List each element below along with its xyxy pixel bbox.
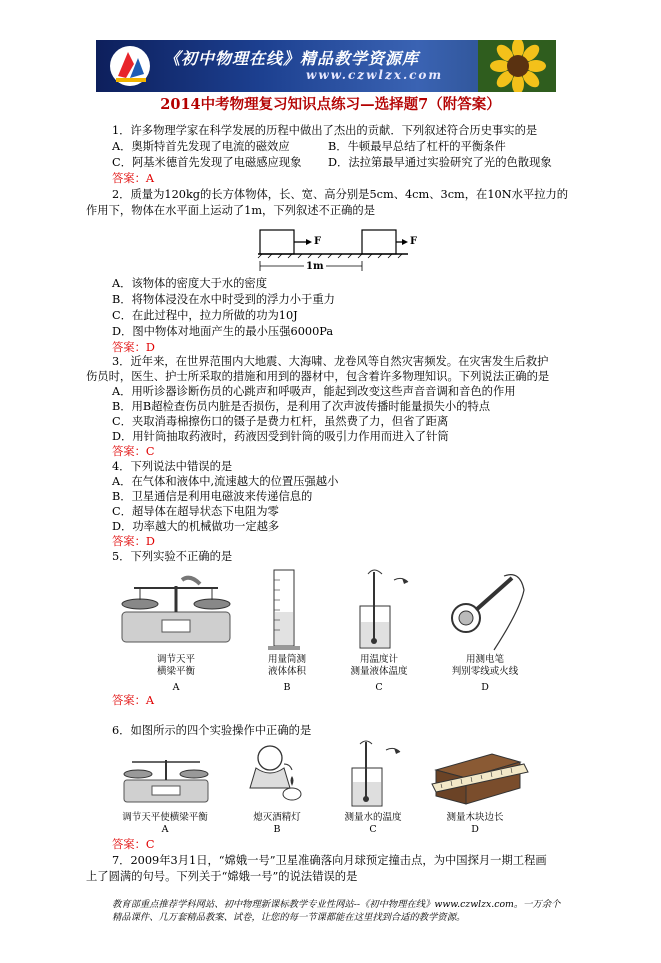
footer-line-2: 精品课件、几万套精品教案、试卷，让您的每一节课都能在这里找到合适的教学资源。 [112, 912, 466, 923]
q6-label-c: C [369, 824, 377, 835]
q1-option-b: B．牛顿最早总结了杠杆的平衡条件 [328, 140, 506, 153]
q5-label-c: C [375, 682, 383, 693]
q6-stem: 6．如图所示的四个实验操作中正确的是 [112, 724, 312, 737]
q1-stem: 1．许多物理学家在科学发展的历程中做出了杰出的贡献．下列叙述符合历史事实的是 [112, 124, 538, 137]
q1-option-d: D．法拉第最早通过实验研究了光的色散现象 [328, 156, 552, 169]
document-title: 2014中考物理复习知识点练习—选择题7（附答案） [160, 96, 501, 113]
banner-url: www.czwlzx.com [306, 68, 444, 82]
q5-caption-d-line2: 判别零线或火线 [451, 666, 519, 677]
sunflower-image [478, 40, 556, 92]
q6-caption-b: 熄灭酒精灯 [253, 812, 301, 823]
q5-caption-a-line1: 调节天平 [156, 654, 195, 665]
q2-force-label-1: F [314, 236, 322, 247]
q4-option-d: D．功率越大的机械做功一定越多 [112, 520, 280, 533]
q2-option-c: C．在此过程中，拉力所做的功为10J [112, 309, 298, 322]
q4-answer: 答案：D [112, 535, 155, 548]
q6-label-b: B [273, 824, 281, 835]
q5-figure-test-pencil [448, 566, 528, 652]
q5-caption-c-line1: 用温度计 [359, 654, 398, 665]
footer-line-1: 教育部重点推荐学科网站、初中物理新课标教学专业性网站--《初中物理在线》www.czwlzx.com。一万余个 [112, 899, 561, 910]
q6-caption-a: 调节天平使横梁平衡 [122, 812, 208, 823]
q4-option-b: B．卫星通信是利用电磁波来传递信息的 [112, 490, 313, 503]
banner-title: 《初中物理在线》精品教学资源库 [164, 49, 420, 68]
q4-option-a: A．在气体和液体中,流速越大的位置压强越小 [112, 475, 339, 488]
q2-option-a: A．该物体的密度大于水的密度 [112, 277, 268, 290]
q5-figure-graduated-cylinder [262, 566, 312, 652]
q2-figure-block-diagram [258, 228, 408, 274]
q6-answer: 答案：C [112, 838, 155, 851]
q6-figure-alcohol-lamp [246, 740, 306, 806]
q5-caption-b-line2: 液体体积 [267, 666, 306, 677]
site-banner [96, 40, 556, 92]
q2-option-d: D．图中物体对地面产生的最小压强6000Pa [112, 325, 334, 338]
q3-option-a: A．用听诊器诊断伤员的心跳声和呼吸声，能起到改变这些声音音调和音色的作用 [112, 385, 516, 398]
q5-stem: 5．下列实验不正确的是 [112, 550, 233, 563]
site-logo-icon [108, 44, 152, 88]
page-footer [112, 898, 582, 924]
q2-option-b: B．将物体浸没在水中时受到的浮力小于重力 [112, 293, 335, 306]
q6-caption-c: 测量水的温度 [344, 812, 402, 823]
q2-force-label-2: F [410, 236, 418, 247]
q6-label-d: D [471, 824, 479, 835]
q1-option-a: A．奥斯特首先发现了电流的磁效应 [112, 140, 290, 153]
q2-answer: 答案：D [112, 341, 155, 354]
q4-stem: 4．下列说法中错误的是 [112, 460, 233, 473]
q6-figure-ruler-block [426, 748, 530, 810]
q4-option-c: C．超导体在超导状态下电阻为零 [112, 505, 279, 518]
q3-option-b: B．用B超检查伤员内脏是否损伤，是利用了次声波传播时能量损失小的特点 [112, 400, 491, 413]
q2-stem-line1: 2．质量为120kg的长方体物体，长、宽、高分别是5cm、4cm、3cm，在10N水平拉力的 [112, 188, 569, 201]
q6-label-a: A [161, 824, 169, 835]
q3-option-c: C．夹取消毒棉擦伤口的镊子是费力杠杆，虽然费了力，但省了距离 [112, 415, 449, 428]
q7-stem-line1: 7．2009年3月1日，“嫦娥一号”卫星准确落向月球预定撞击点，为中国探月一期工程画 [112, 854, 547, 867]
q3-option-d: D．用针筒抽取药液时，药液因受到针筒的吸引力作用而进入了针筒 [112, 430, 449, 443]
q5-figure-balance [112, 574, 240, 650]
q3-stem-line2: 伤员时，医生、护士所采取的措施和用到的器材中，包含着许多物理知识。下列说法正确的是 [86, 370, 550, 383]
q5-caption-c-line2: 测量液体温度 [350, 666, 408, 677]
q2-distance-label: 1m [306, 261, 324, 272]
q5-label-b: B [283, 682, 291, 693]
q1-answer: 答案：A [112, 172, 155, 185]
q5-label-d: D [481, 682, 489, 693]
q3-stem-line1: 3．近年来，在世界范围内大地震、大海啸、龙卷风等自然灾害频发。在灾害发生后救护 [112, 355, 549, 368]
q5-answer: 答案：A [112, 694, 155, 707]
q5-figure-thermometer [344, 566, 414, 652]
q6-figure-thermometer [336, 738, 406, 810]
q5-caption-d-line1: 用测电笔 [465, 654, 504, 665]
q5-label-a: A [172, 682, 180, 693]
q3-answer: 答案：C [112, 445, 155, 458]
q5-caption-b-line1: 用量筒测 [267, 654, 306, 665]
q6-caption-d: 测量木块边长 [446, 812, 504, 823]
q7-stem-line2: 上了圆满的句号。下列关于“嫦娥一号”的说法错误的是 [86, 870, 358, 883]
q5-caption-a-line2: 横梁平衡 [156, 666, 195, 677]
q2-stem-line2: 作用下，物体在水平面上运动了1m，下列叙述不正确的是 [86, 204, 376, 217]
q6-figure-balance [116, 752, 216, 808]
q1-option-c: C．阿基米德首先发现了电磁感应现象 [112, 156, 302, 169]
